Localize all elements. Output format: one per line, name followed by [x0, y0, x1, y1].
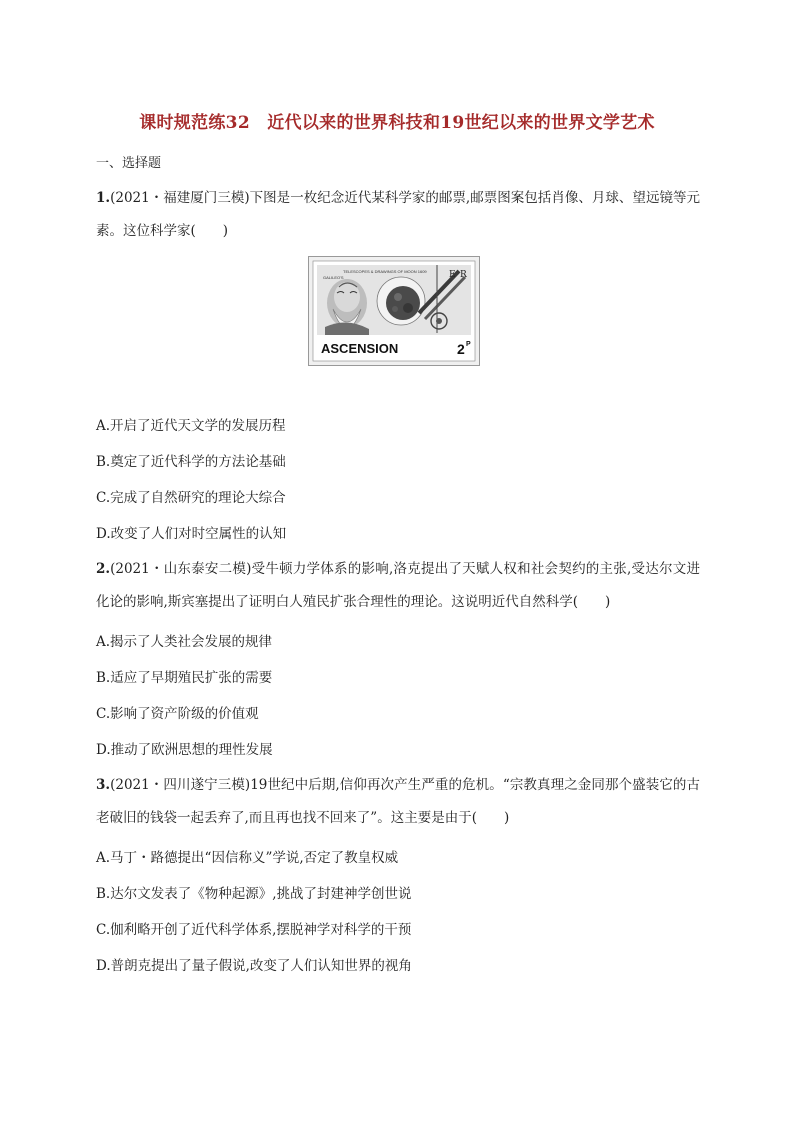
- q3-option-a: A.马丁・路德提出“因信称义”学说,否定了教皇权威: [96, 850, 399, 866]
- q3-option-b: B.达尔文发表了《物种起源》,挑战了封建神学创世说: [96, 886, 412, 902]
- q1-option-d: D.改变了人们对时空属性的认知: [96, 526, 287, 542]
- question-stem: (2021・山东泰安二模)受牛顿力学体系的影响,洛克提出了天赋人权和社会契约的主张,受达尔文进化论的影响,斯宾塞提出了证明白人殖民扩张合理性的理论。这说明近代自然科学( ): [96, 561, 700, 610]
- q2-option-b: B.适应了早期殖民扩张的需要: [96, 670, 273, 686]
- stamp-value-unit: P: [466, 341, 471, 348]
- stamp-caption-1: GALILEO'S: [323, 275, 344, 280]
- q3-option-d: D.普朗克提出了量子假说,改变了人们认知世界的视角: [96, 958, 412, 974]
- stamp-cipher-e: E: [449, 270, 456, 280]
- question-number: 1.: [96, 190, 111, 206]
- moon-figure: [377, 277, 425, 325]
- stamp-cipher-r: R: [460, 270, 467, 280]
- q3-option-c: C.伽利略开创了近代科学体系,摆脱神学对科学的干预: [96, 922, 412, 938]
- question-1: [96, 182, 700, 248]
- question-number: 2.: [96, 561, 111, 577]
- question-2: [96, 553, 700, 619]
- stamp-country: ASCENSION: [321, 341, 399, 356]
- q2-option-d: D.推动了欧洲思想的理性发展: [96, 742, 273, 758]
- section-heading: 一、选择题: [96, 156, 162, 171]
- question-stem: (2021・四川遂宁三模)19世纪中后期,信仰再次产生严重的危机。“宗教真理之金同那个盛装它的古老破旧的钱袋一起丢弃了,而且再也找不回来了”。这主要是由于( ): [96, 777, 700, 826]
- question-number: 3.: [96, 777, 111, 793]
- page-title: 课时规范练32 近代以来的世界科技和19世纪以来的世界文学艺术: [139, 113, 655, 133]
- stamp-image: [308, 256, 480, 366]
- q1-option-a: A.开启了近代天文学的发展历程: [96, 418, 286, 434]
- question-3: [96, 769, 700, 835]
- stamp-value: 2: [457, 341, 465, 357]
- stamp-caption-2: TELESCOPES & DRAWINGS OF MOON 1609: [343, 269, 427, 274]
- q1-option-c: C.完成了自然研究的理论大综合: [96, 490, 286, 506]
- question-stem: (2021・福建厦门三模)下图是一枚纪念近代某科学家的邮票,邮票图案包括肖像、月球、望远镜等元素。这位科学家( ): [96, 190, 700, 239]
- q2-option-a: A.揭示了人类社会发展的规律: [96, 634, 273, 650]
- q1-option-b: B.奠定了近代科学的方法论基础: [96, 454, 286, 470]
- q2-option-c: C.影响了资产阶级的价值观: [96, 706, 259, 722]
